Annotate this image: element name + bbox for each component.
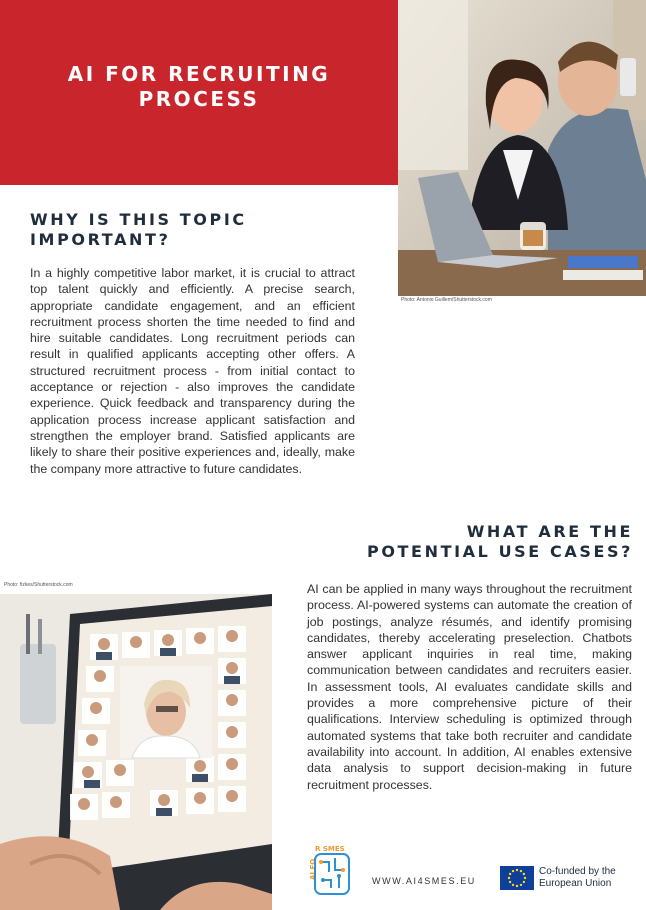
section-use-cases-heading <box>303 522 633 562</box>
section-use-cases-heading-line2: POTENTIAL USE CASES? <box>367 542 633 561</box>
office-workers-photo <box>398 0 646 296</box>
photo-credit-top: Photo: Antonio Guillem/Shutterstock.com <box>401 297 492 303</box>
ai-for-smes-logo <box>303 842 353 898</box>
svg-text:AI FO: AI FO <box>309 858 317 880</box>
website-link[interactable]: WWW.AI4SMES.EU <box>372 876 476 886</box>
page-title-line1: AI FOR RECRUITING <box>67 62 331 86</box>
office-workers-illustration <box>398 0 646 296</box>
section-use-cases-heading-line1: WHAT ARE THE <box>466 522 633 541</box>
page-title <box>0 62 398 112</box>
eu-cofunding-line2: European Union <box>539 877 612 889</box>
eu-cofunding-label <box>539 866 616 889</box>
section-why-heading-line1: WHY IS THIS TOPIC <box>30 210 247 229</box>
video-call-illustration <box>0 594 272 910</box>
section-why-heading <box>30 210 360 250</box>
svg-text:R SMES: R SMES <box>315 845 345 853</box>
eu-cofunding-line1: Co-funded by the <box>539 866 616 877</box>
ai-for-smes-logo-icon <box>303 842 353 898</box>
eu-flag-icon <box>500 866 534 890</box>
page-title-line2: PROCESS <box>138 87 260 111</box>
section-why-body: In a highly competitive labor market, it is crucial to attract top talent quickly and efficiently. A precise search, appropriate candidate engagement, and an efficient recruitment process shorten the time needed to find and hire suitable candidates. Long recruitment periods can result in qualified applicants accepting other offers. A structured recruitment process - from initial contact to acceptance or rejection - also improves the candidate experience. Quick feedback and transparency during the application process increase applicant satisfaction and strengthen the employer brand. Satisfied applicants are likely to share their positive experiences and, ideally, make the company more attractive to future candidates. <box>30 266 355 476</box>
eu-flag-svg <box>500 866 534 890</box>
photo-credit-bottom: Photo: fizkes/Shutterstock.com <box>4 582 73 588</box>
section-why-heading-line2: IMPORTANT? <box>30 230 171 249</box>
section-use-cases-body: AI can be applied in many ways throughout the recruitment process. AI-powered systems can automate the creation of job postings, analyze résumés, and identify promising candidates, thereby accelerating preselection. Chatbots answer applicant inquiries in real time, making communication between candidates and recruiters easier. In assessment tools, AI evaluates candidate skills and provides a more comprehensive picture of their qualifications. Interview scheduling is optimized through automated systems that take both recruiter and candidate availability into account. In addition, AI enables extensive data analysis to support decision-making in future recruitment processes. <box>307 582 632 792</box>
video-call-laptop-photo <box>0 594 272 910</box>
